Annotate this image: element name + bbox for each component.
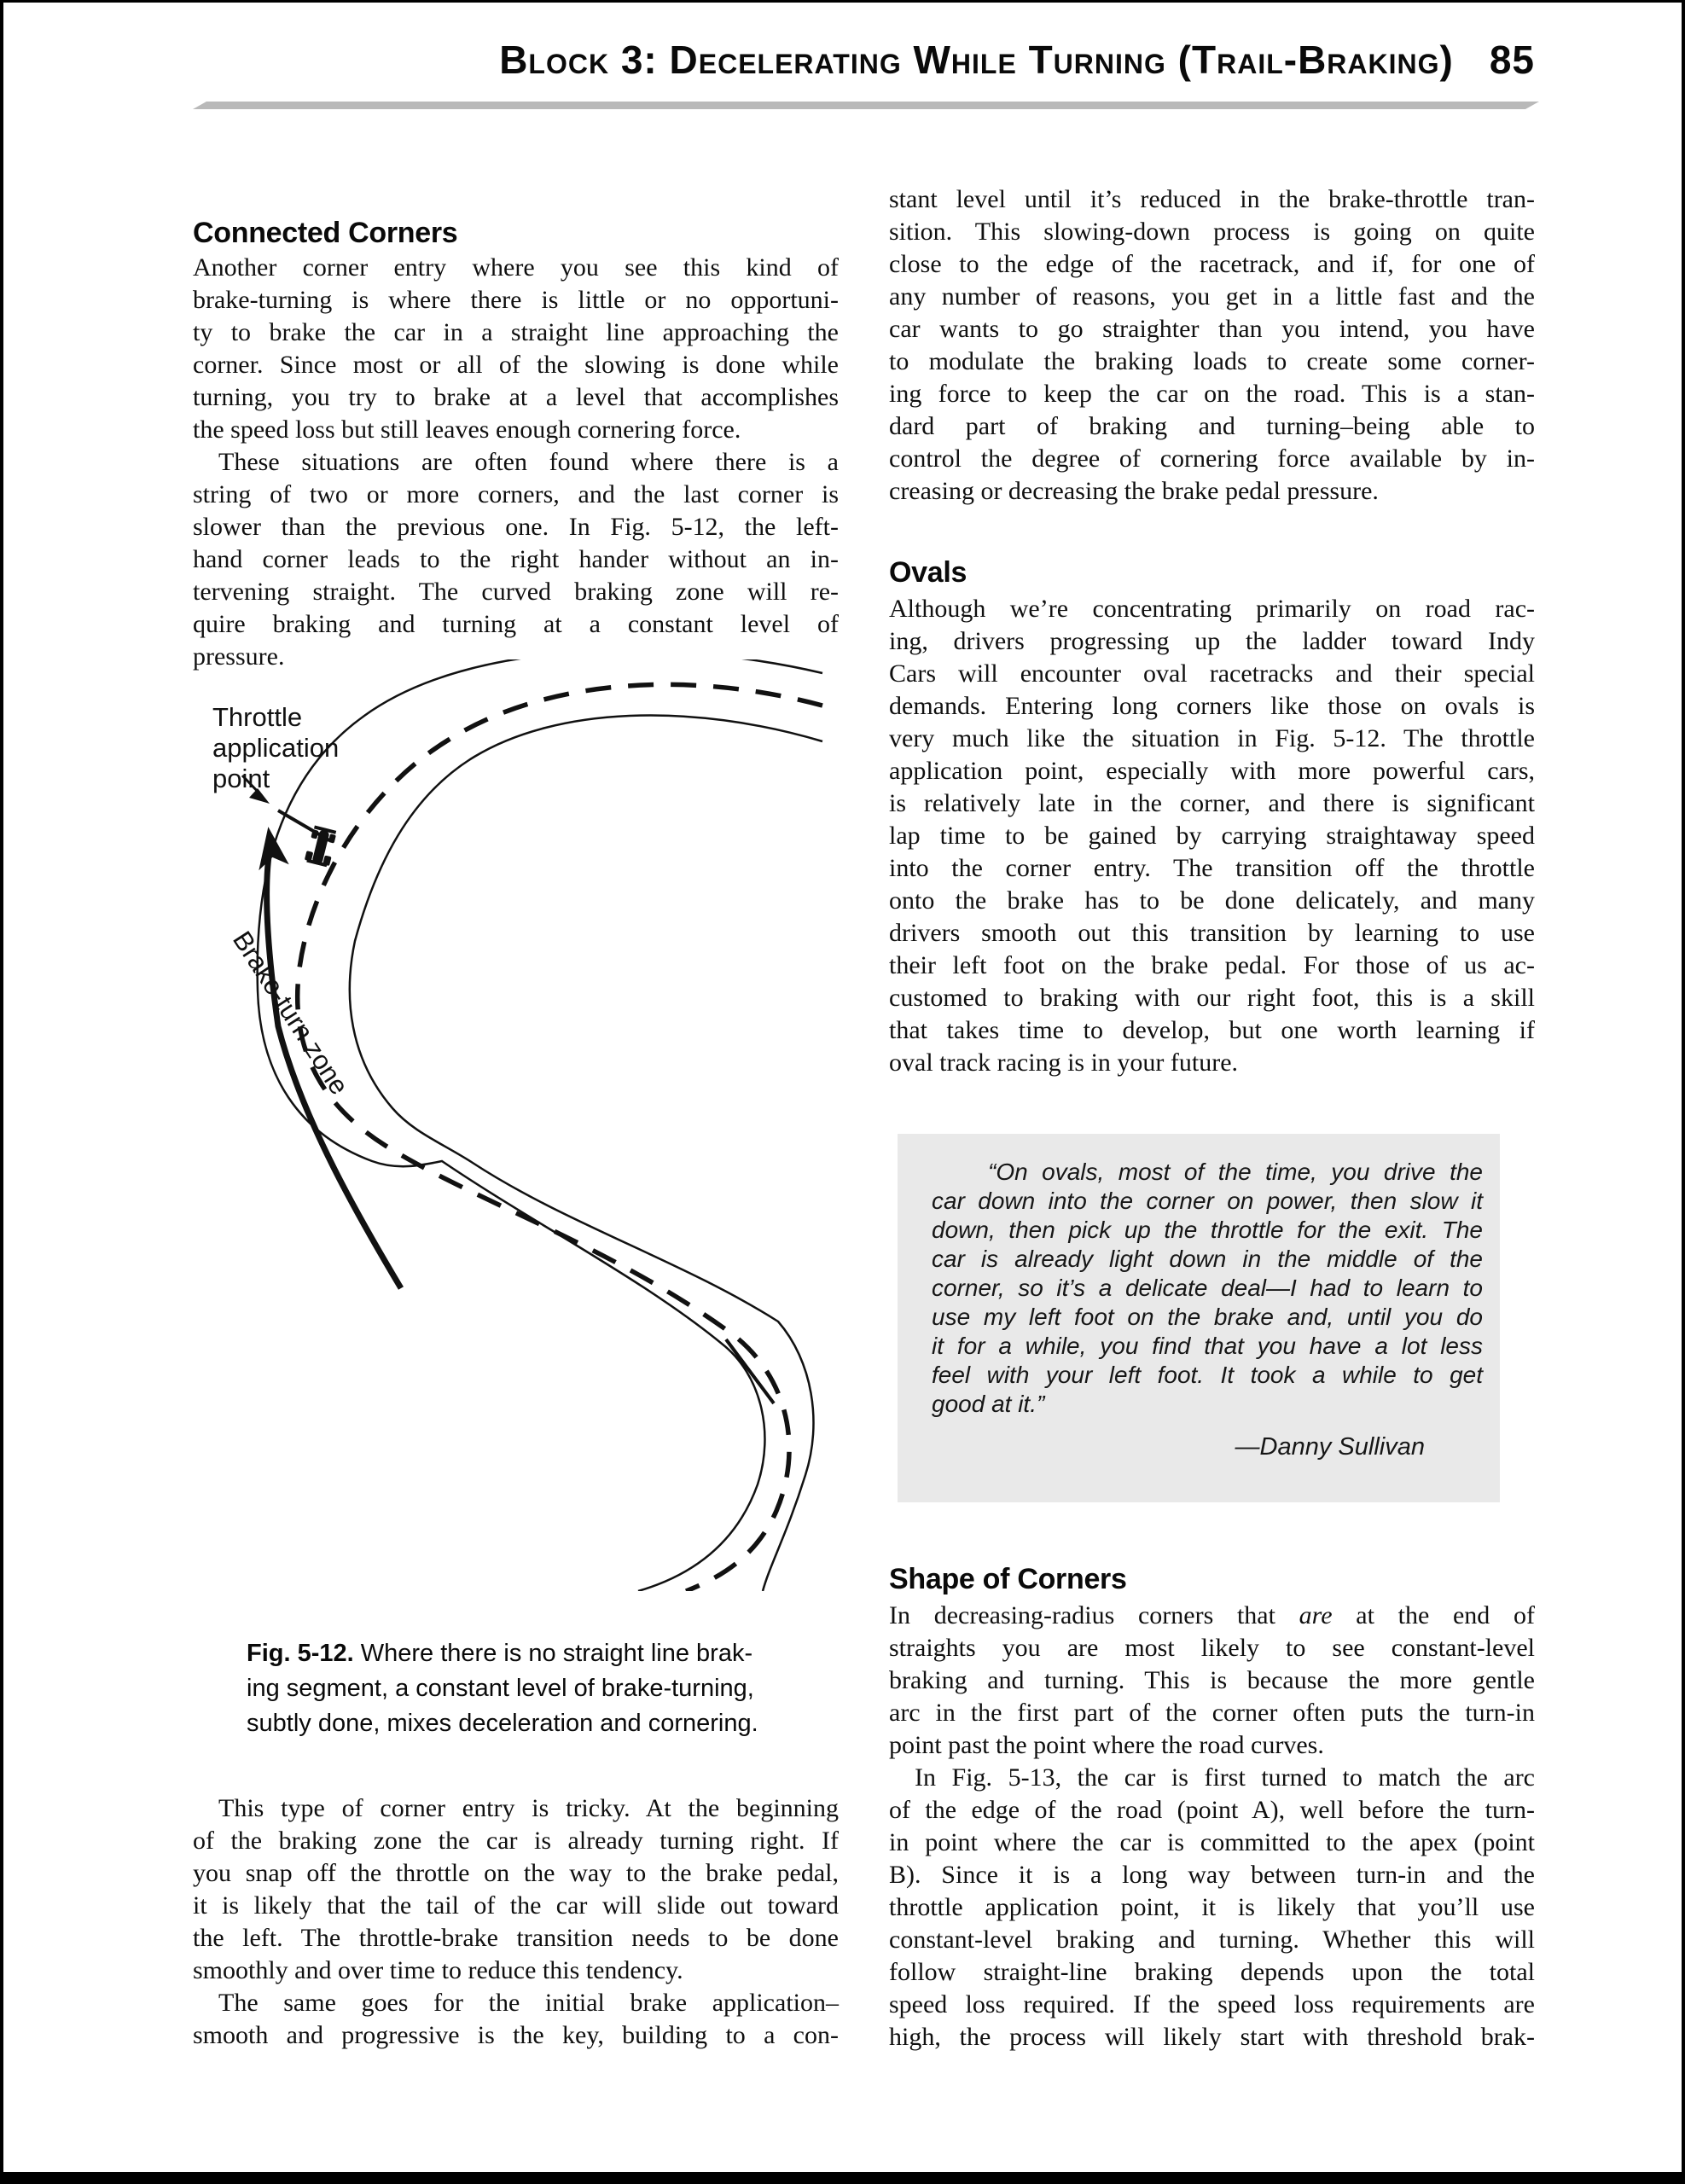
- text-line: down, then pick up the throttle for the exit. The: [932, 1217, 1483, 1243]
- text-line: corner. Since most or all of the slowing is done while: [193, 351, 839, 379]
- text-line: to modulate the braking loads to create some corner-: [889, 347, 1535, 375]
- text-line: ty to brake the car in a straight line approaching the: [193, 318, 839, 346]
- text-line: high, the process will likely start with threshold brak-: [889, 2023, 1535, 2051]
- text-line: in point where the car is committed to the apex (point: [889, 1828, 1535, 1856]
- text-line: into the corner entry. The transition off the throttle: [889, 854, 1535, 882]
- text-line: creasing or decreasing the brake pedal pressure.: [889, 477, 1379, 505]
- text-line: corner, so it’s a delicate deal—I had to learn to: [932, 1275, 1483, 1301]
- text-line: application point, especially with more powerful cars,: [889, 757, 1535, 785]
- paragraph: [889, 593, 1535, 1079]
- text-line: constant-level braking and turning. Whether this will: [889, 1926, 1535, 1954]
- header-rule: [193, 102, 1539, 109]
- text-line: In decreasing-radius corners that are at the end of: [889, 1601, 1535, 1629]
- text-line: customed to braking with our right foot, this is a skill: [889, 984, 1535, 1012]
- track-outer-edge: [258, 659, 822, 1591]
- text-line: tervening straight. The curved braking zone will re-: [193, 578, 839, 606]
- text-line: ing segment, a constant level of brake-turning,: [247, 1675, 754, 1702]
- text-line: straights you are most likely to see constant-level: [889, 1634, 1535, 1662]
- text-line: drivers smooth out this transition by learning to use: [889, 919, 1535, 947]
- text-line: These situations are often found where there is a: [218, 448, 839, 476]
- text-line: sition. This slowing-down process is going on quite: [889, 218, 1535, 246]
- pull-quote-attribution: —Danny Sullivan: [1235, 1433, 1425, 1461]
- text-line: smoothly and over time to reduce this tendency.: [193, 1956, 683, 1984]
- track-inner-edge: [350, 715, 822, 1591]
- text-line: point past the point where the road curves.: [889, 1731, 1324, 1759]
- text-line: Another corner entry where you see this kind of: [193, 253, 839, 282]
- text-line: B). Since it is a long way between turn-in and the: [889, 1861, 1535, 1889]
- text-line: pressure.: [193, 642, 285, 671]
- text-line: it for a while, you find that you have a lot less: [932, 1333, 1483, 1359]
- text-line: that takes time to develop, but one worth learning if: [889, 1016, 1535, 1044]
- text-line: is relatively late in the corner, and there is significant: [889, 789, 1535, 817]
- text-line: very much like the situation in Fig. 5-12. The throttle: [889, 724, 1535, 752]
- running-header-title: Block 3: Decelerating While Turning (Trail-Braking): [499, 38, 1454, 82]
- text-line: lap time to be gained by carrying straightaway speed: [889, 822, 1535, 850]
- text-line: smooth and progressive is the key, building to a con-: [193, 2021, 839, 2049]
- text-line: the left. The throttle-brake transition needs to be done: [193, 1924, 839, 1952]
- paragraph: [889, 1762, 1535, 2053]
- text-line: car down into the corner on power, then slow it: [932, 1188, 1483, 1214]
- text-line: Cars will encounter oval racetracks and their special: [889, 659, 1535, 688]
- throttle-label: Throttle application point: [212, 702, 340, 793]
- text-line: oval track racing is in your future.: [889, 1048, 1239, 1077]
- text-line: of the edge of the road (point A), well before the turn-: [889, 1796, 1535, 1824]
- text-line: In Fig. 5-13, the car is first turned to match the arc: [915, 1763, 1535, 1792]
- text-line: onto the brake has to be done delicately, and many: [889, 886, 1535, 915]
- text-line: This type of corner entry is tricky. At the beginning: [218, 1794, 839, 1822]
- text-line: it is likely that the tail of the car will slide out toward: [193, 1891, 839, 1920]
- figure-caption: [247, 1636, 823, 1741]
- text-line: Although we’re concentrating primarily on road rac-: [889, 595, 1535, 623]
- text-line: braking and turning. This is because the more gentle: [889, 1666, 1535, 1694]
- text-line: use my left foot on the brake and, until you do: [932, 1304, 1483, 1330]
- text-line: Fig. 5-12. Where there is no straight line brak-: [247, 1640, 753, 1667]
- text-line: The same goes for the initial brake application–: [218, 1989, 839, 2017]
- racing-line-dashed: [298, 684, 822, 1591]
- text-line: quire braking and turning at a constant level of: [193, 610, 839, 638]
- text-line: of the braking zone the car is already turning right. If: [193, 1827, 839, 1855]
- text-line: car is already light down in the middle of the: [932, 1246, 1483, 1272]
- text-line: follow straight-line braking depends upon the total: [889, 1958, 1535, 1986]
- text-line: car wants to go straighter than you intend, you have: [889, 315, 1535, 343]
- text-line: ing force to keep the car on the road. This is a stan-: [889, 380, 1535, 408]
- text-line: slower than the previous one. In Fig. 5-12, the left-: [193, 513, 839, 541]
- paragraph: [193, 252, 839, 446]
- section-heading-connected-corners: Connected Corners: [193, 217, 458, 249]
- text-line: brake-turning is where there is little or no opportuni-: [193, 286, 839, 314]
- paragraph: [193, 1792, 839, 1987]
- section-heading-shape-of-corners: Shape of Corners: [889, 1563, 1127, 1595]
- pull-quote-box: [898, 1134, 1500, 1502]
- running-header: [499, 37, 1535, 83]
- race-car-icon: [304, 825, 338, 868]
- paragraph: [193, 446, 839, 673]
- paragraph: [193, 1987, 839, 2052]
- text-line: stant level until it’s reduced in the brake-throttle tran-: [889, 185, 1535, 213]
- text-line: close to the edge of the racetrack, and if, for one of: [889, 250, 1535, 278]
- text-line: speed loss required. If the speed loss requirements are: [889, 1990, 1535, 2018]
- text-line: control the degree of cornering force available by in-: [889, 444, 1535, 473]
- text-line: subtly done, mixes deceleration and cornering.: [247, 1710, 758, 1737]
- text-line: string of two or more corners, and the last corner is: [193, 480, 839, 508]
- text-line: feel with your left foot. It took a while to get: [932, 1362, 1483, 1388]
- text-line: their left foot on the brake pedal. For those of us ac-: [889, 951, 1535, 979]
- figure-5-12-track-diagram: [131, 659, 824, 1591]
- text-line: “On ovals, most of the time, you drive the: [988, 1159, 1483, 1185]
- text-line: ing, drivers progressing up the ladder toward Indy: [889, 627, 1535, 655]
- text-line: arc in the first part of the corner often puts the turn-in: [889, 1699, 1535, 1727]
- section-heading-ovals: Ovals: [889, 556, 967, 589]
- brake-turn-zone-arrowhead: [253, 825, 289, 871]
- text-line: turning, you try to brake at a level that accomplishes: [193, 383, 839, 411]
- text-line: hand corner leads to the right hander without an in-: [193, 545, 839, 573]
- text-line: good at it.”: [932, 1391, 1045, 1417]
- text-line: demands. Entering long corners like those on ovals is: [889, 692, 1535, 720]
- pull-quote-text: [932, 1158, 1483, 1419]
- page-number: 85: [1489, 38, 1535, 82]
- text-line: you snap off the throttle on the way to the brake pedal,: [193, 1859, 839, 1887]
- text-line: throttle application point, it is likely that you’ll use: [889, 1893, 1535, 1921]
- text-line: any number of reasons, you get in a little fast and the: [889, 282, 1535, 311]
- paragraph: [889, 1600, 1535, 1762]
- brake-turn-zone-label: Brake-turn zone: [227, 926, 355, 1101]
- paragraph: [889, 183, 1535, 508]
- text-line: the speed loss but still leaves enough cornering force.: [193, 415, 741, 444]
- text-line: dard part of braking and turning–being able to: [889, 412, 1535, 440]
